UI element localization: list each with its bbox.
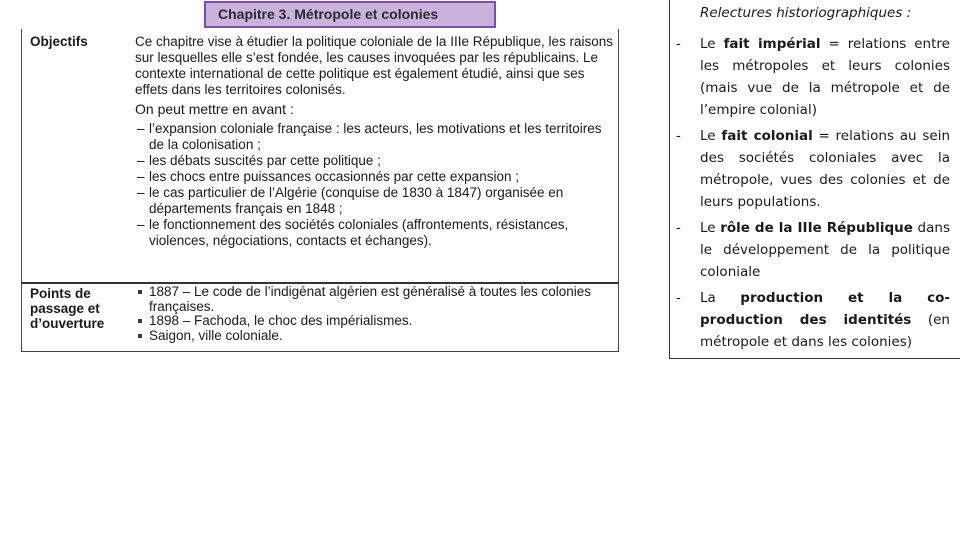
dash-marker: - (676, 128, 681, 144)
on-peut-text: On peut mettre en avant : (135, 101, 294, 117)
objectives-list (135, 121, 615, 249)
list-item (135, 314, 615, 329)
item-post: (en métropole et dans les colonies) (700, 312, 950, 350)
relectures-box (669, 0, 960, 359)
list-item (676, 287, 950, 353)
list-item (676, 125, 950, 213)
objectifs-label: Objectifs (30, 34, 88, 49)
list-item (135, 185, 615, 217)
program-table (21, 29, 619, 352)
chapter-title: Chapitre 3. Métropole et colonies (204, 1, 496, 28)
point-text: Saigon, ville coloniale. (149, 327, 283, 343)
point-text: 1887 – Le code de l’indigénat algérien est généralisé à toutes les colonies françaises. (149, 284, 592, 314)
points-list (135, 285, 615, 343)
item-pre: La (700, 290, 741, 306)
dash-marker: – (137, 185, 145, 200)
objectifs-content (135, 34, 615, 249)
points-content (135, 285, 615, 343)
dash-marker: - (676, 220, 681, 236)
intro-text: Ce chapitre vise à étudier la politique coloniale de la IIIe République, les raisons sur lesquelles elle s’est fondée, les causes invoquées par les républicains. Le contexte international de cette politique est également étudié, ainsi que ses effets dans les territoires colonisés. (135, 34, 614, 97)
list-item (676, 33, 950, 121)
item-post: dans le développement de la politique coloniale (700, 220, 950, 280)
dash-marker: – (137, 153, 145, 168)
objective-text: les chocs entre puissances occasionnés par cette expansion ; (149, 169, 519, 184)
item-post: = relations au sein des sociétés coloniales avec la métropole, vues des colonies et de leurs populations. (700, 128, 950, 210)
square-bullet-icon (138, 319, 142, 323)
item-bold: rôle de la IIIe République (720, 220, 913, 236)
point-text: 1898 – Fachoda, le choc des impérialismes. (149, 313, 413, 328)
points-label: Points de passage et d’ouverture (30, 286, 105, 331)
objective-text: le cas particulier de l’Algérie (conquise de 1830 à 1847) organisée en départements français en 1848 ; (149, 185, 564, 216)
item-post: = relations entre les métropoles et leurs colonies (mais vue de la métropole et de l’empire colonial) (700, 36, 950, 118)
item-bold: fait impérial (723, 36, 821, 52)
list-item (135, 121, 615, 153)
list-item (135, 153, 615, 169)
item-bold: production et la co-production des identités (700, 290, 950, 328)
list-item (676, 217, 950, 283)
dash-marker: - (676, 290, 681, 306)
relectures-title: Relectures historiographiques : (700, 5, 912, 21)
relectures-list (676, 33, 950, 357)
list-item (135, 217, 615, 249)
item-pre: Le (700, 220, 721, 236)
list-item (135, 329, 615, 344)
dash-marker: – (137, 121, 145, 136)
list-item (135, 285, 615, 314)
dash-marker: – (137, 169, 145, 184)
item-pre: Le (700, 128, 722, 144)
list-item (135, 169, 615, 185)
dash-marker: – (137, 217, 145, 232)
dash-marker: - (676, 36, 681, 52)
objective-text: l’expansion coloniale française : les acteurs, les motivations et les territoires de la colonisation ; (149, 121, 602, 152)
item-bold: fait colonial (721, 128, 813, 144)
objective-text: les débats suscités par cette politique ; (149, 153, 381, 168)
square-bullet-icon (138, 290, 142, 294)
item-pre: Le (700, 36, 724, 52)
square-bullet-icon (138, 334, 142, 338)
objective-text: le fonctionnement des sociétés coloniales (affrontements, résistances, violences, négociations, contacts et échanges). (149, 217, 569, 248)
